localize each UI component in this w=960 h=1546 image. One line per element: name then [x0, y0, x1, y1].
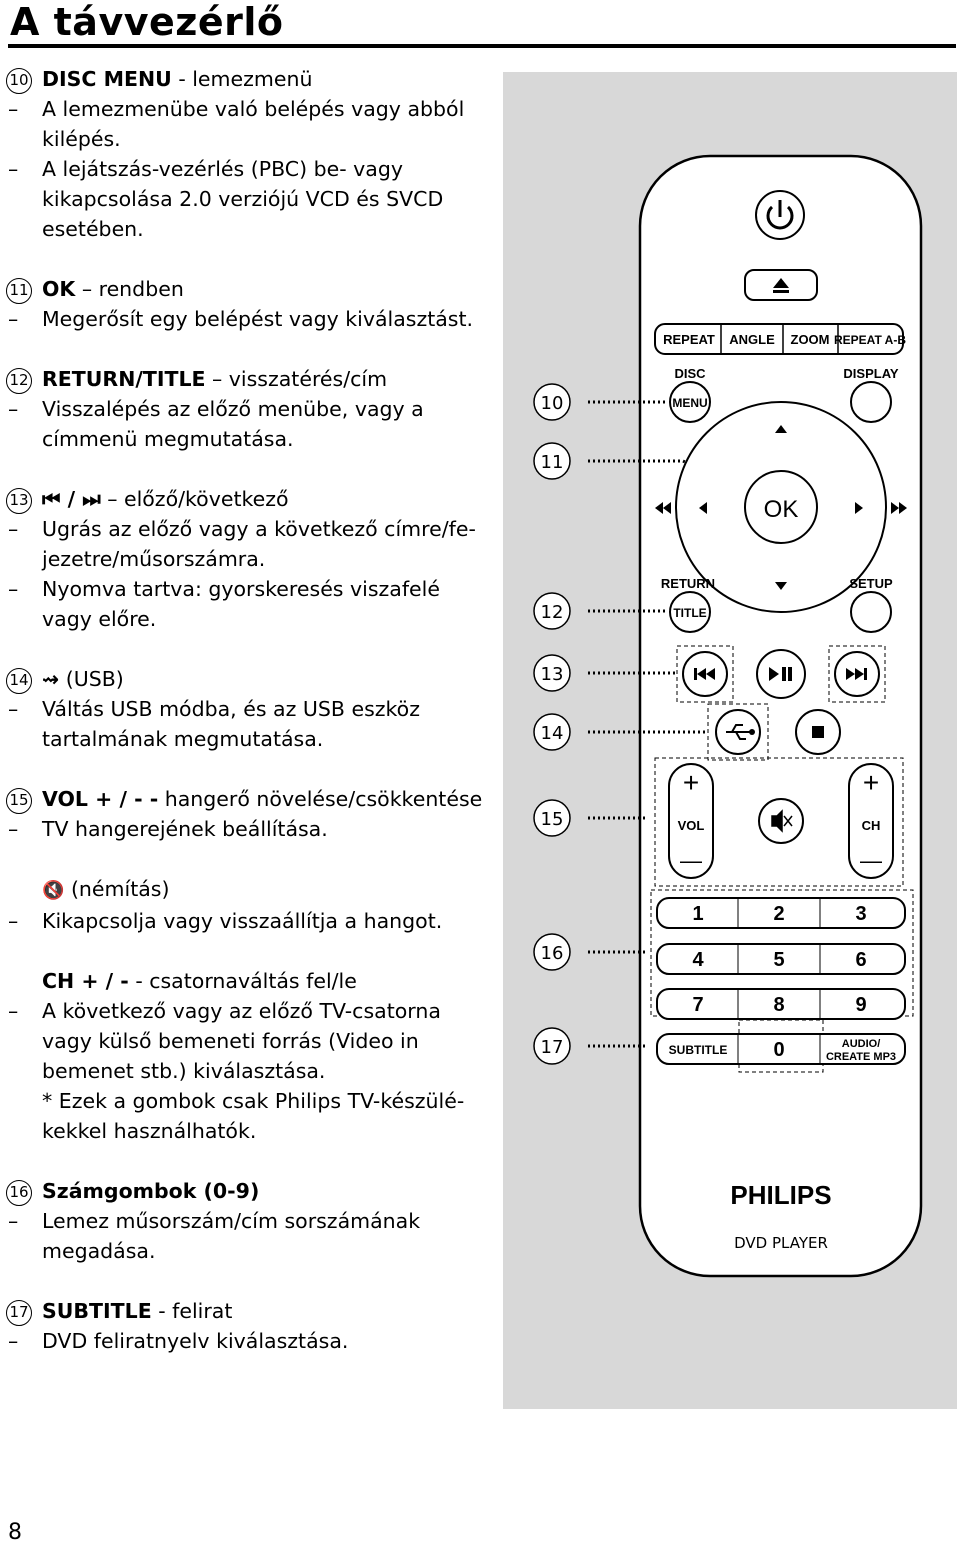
repeat-ab-button: REPEAT A-B	[834, 333, 906, 347]
callout-12	[534, 593, 570, 629]
button-name: VOL + / - -	[42, 787, 159, 811]
svg-text:—: —	[860, 848, 882, 873]
mute-icon: 🔇	[42, 880, 65, 901]
description-line: * Ezek a gombok csak Philips TV-készülé-	[42, 1089, 465, 1113]
button-description: – rendben	[75, 277, 184, 301]
item-10	[6, 64, 496, 244]
description-line: – Megerősít egy belépést vagy kiválasztást.	[6, 304, 496, 334]
digit-6-button: 6	[855, 949, 867, 971]
item-heading	[6, 64, 496, 94]
callout-17	[534, 1028, 570, 1064]
display-button	[851, 382, 891, 422]
item-number-badge: 14	[6, 668, 32, 694]
description-line: kikapcsolása 2.0 verziójú VCD és SVCD	[42, 187, 444, 211]
remote-illustration	[503, 72, 957, 1409]
spacer	[6, 454, 496, 484]
previous-button	[683, 652, 727, 696]
page-number: 8	[8, 1520, 22, 1545]
svg-text:—: —	[680, 848, 702, 873]
description-line: megadása.	[42, 1239, 156, 1263]
description-column	[6, 64, 496, 1386]
button-description: – előző/következő	[100, 487, 289, 511]
description-line: – A következő vagy az előző TV-csatorna	[6, 996, 496, 1026]
disc-label: DISC	[674, 366, 706, 381]
button-name: Számgombok (0-9)	[42, 1179, 260, 1203]
description-line: – Lemez műsorszám/cím sorszámának	[6, 1206, 496, 1236]
svg-text:VOL: VOL	[677, 818, 705, 833]
item-12	[6, 364, 496, 454]
svg-text:CH: CH	[861, 818, 881, 833]
item-17	[6, 1296, 496, 1356]
svg-text:13: 13	[540, 664, 564, 685]
description-line: kilépés.	[42, 127, 121, 151]
ok-button: OK	[763, 496, 799, 523]
callout-15	[534, 800, 570, 836]
item-16	[6, 1176, 496, 1266]
description-line: kekkel használhatók.	[42, 1119, 257, 1143]
setup-label: SETUP	[849, 576, 893, 591]
item-heading	[6, 274, 496, 304]
description-line: – Nyomva tartva: gyorskeresés viszafelé	[6, 574, 496, 604]
description-line: bemenet stb.) kiválasztása.	[42, 1059, 326, 1083]
angle-button: ANGLE	[729, 332, 775, 347]
svg-text:MENU: MENU	[672, 396, 708, 410]
svg-text:15: 15	[540, 809, 564, 830]
description-line: – Visszalépés az előző menübe, vagy a	[6, 394, 496, 424]
spacer	[6, 1146, 496, 1176]
digit-3-button: 3	[855, 903, 867, 925]
digit-7-button: 7	[692, 994, 704, 1016]
item-14	[6, 664, 496, 754]
play-pause-button	[757, 650, 805, 698]
button-name: ⇝	[42, 667, 60, 691]
callout-16	[534, 934, 570, 970]
title-rule	[8, 44, 956, 48]
svg-text:11: 11	[540, 452, 564, 473]
button-description: - csatornaváltás fel/le	[128, 969, 357, 993]
digit-9-button: 9	[855, 994, 867, 1016]
item-13	[6, 484, 496, 634]
description-line: – DVD feliratnyelv kiválasztása.	[6, 1326, 496, 1356]
button-name: CH + / -	[42, 969, 129, 993]
item-heading	[6, 664, 496, 694]
item-15	[6, 784, 496, 844]
svg-text:CREATE MP3: CREATE MP3	[825, 1051, 897, 1063]
description-line: – A lejátszás-vezérlés (PBC) be- vagy	[6, 154, 496, 184]
svg-text:17: 17	[540, 1037, 564, 1058]
item-number-badge: 15	[6, 788, 32, 814]
digit-8-button: 8	[773, 994, 785, 1016]
usb-button	[716, 710, 760, 754]
svg-text:16: 16	[540, 943, 564, 964]
description-line: címmenü megmutatása.	[42, 427, 294, 451]
spacer	[6, 936, 496, 966]
page-title: A távvezérlő	[10, 0, 284, 44]
spacer	[6, 1356, 496, 1386]
power-button	[756, 191, 804, 239]
svg-text:14: 14	[540, 723, 564, 744]
item-number-badge: 11	[6, 278, 32, 304]
callout-11	[534, 443, 570, 479]
item-heading	[6, 364, 496, 394]
button-name: OK	[42, 277, 76, 301]
description-line: vagy előre.	[42, 607, 157, 631]
mute-button	[759, 799, 803, 843]
description-line: jezetre/műsorszámra.	[42, 547, 266, 571]
channel-section	[6, 966, 496, 1146]
description-line: – A lemezmenübe való belépés vagy abból	[6, 94, 496, 124]
description-line: – Ugrás az előző vagy a következő címre/fe-	[6, 514, 496, 544]
ch-rocker	[849, 764, 893, 878]
vol-rocker	[669, 764, 713, 878]
item-number-badge: 10	[6, 68, 32, 94]
item-11	[6, 274, 496, 334]
spacer	[6, 244, 496, 274]
spacer	[6, 634, 496, 664]
button-name: DISC MENU	[42, 67, 172, 91]
callout-13	[534, 655, 570, 691]
item-number-badge: 12	[6, 368, 32, 394]
item-heading	[6, 1296, 496, 1326]
svg-text:10: 10	[540, 393, 564, 414]
digit-0-button: 0	[773, 1039, 785, 1061]
item-heading	[6, 784, 496, 814]
spacer	[6, 334, 496, 364]
channel-heading	[6, 966, 496, 996]
item-number-badge: 16	[6, 1180, 32, 1206]
button-name: RETURN/TITLE	[42, 367, 206, 391]
digit-1-button: 1	[692, 903, 704, 925]
setup-button	[851, 592, 891, 632]
button-name: ⏮ / ⏭	[42, 487, 101, 511]
model-label: DVD PLAYER	[734, 1234, 828, 1252]
next-button	[835, 652, 879, 696]
subtitle-button: SUBTITLE	[668, 1043, 728, 1057]
audio-button: AUDIO/	[841, 1038, 881, 1050]
button-description: (USB)	[59, 667, 124, 691]
spacer	[6, 754, 496, 784]
button-description: – visszatérés/cím	[205, 367, 388, 391]
digit-5-button: 5	[773, 949, 785, 971]
stop-button	[796, 710, 840, 754]
spacer	[6, 844, 496, 874]
svg-text:12: 12	[540, 602, 564, 623]
spacer	[6, 1266, 496, 1296]
description-line: tartalmának megmutatása.	[42, 727, 324, 751]
button-name: SUBTITLE	[42, 1299, 152, 1323]
svg-text:TITLE: TITLE	[673, 606, 707, 620]
zoom-button: ZOOM	[790, 332, 830, 347]
description-line: esetében.	[42, 217, 144, 241]
repeat-button: REPEAT	[663, 332, 715, 347]
digit-2-button: 2	[773, 903, 785, 925]
mute-label: (némítás)	[64, 877, 170, 901]
callout-14	[534, 714, 570, 750]
mute-heading	[6, 874, 496, 906]
item-heading	[6, 484, 496, 514]
description-line: – Váltás USB módba, és az USB eszköz	[6, 694, 496, 724]
svg-text:+: +	[862, 767, 880, 798]
description-line: vagy külső bemeneti forrás (Video in	[42, 1029, 419, 1053]
item-heading	[6, 1176, 496, 1206]
display-label: DISPLAY	[843, 366, 899, 381]
eject-button	[745, 270, 817, 300]
svg-text:+: +	[682, 767, 700, 798]
brand-logo: PHILIPS	[730, 1180, 832, 1210]
digit-4-button: 4	[692, 949, 704, 971]
callout-10	[534, 384, 570, 420]
description-line: – Kikapcsolja vagy visszaállítja a hangot.	[6, 906, 496, 936]
item-number-badge: 17	[6, 1300, 32, 1326]
return-label: RETURN	[660, 576, 716, 591]
description-line: – TV hangerejének beállítása.	[6, 814, 496, 844]
mute-section	[6, 874, 496, 936]
button-description: - lemezmenü	[171, 67, 313, 91]
button-description: - felirat	[151, 1299, 233, 1323]
button-description: hangerő növelése/csökkentése	[158, 787, 483, 811]
item-number-badge: 13	[6, 488, 32, 514]
